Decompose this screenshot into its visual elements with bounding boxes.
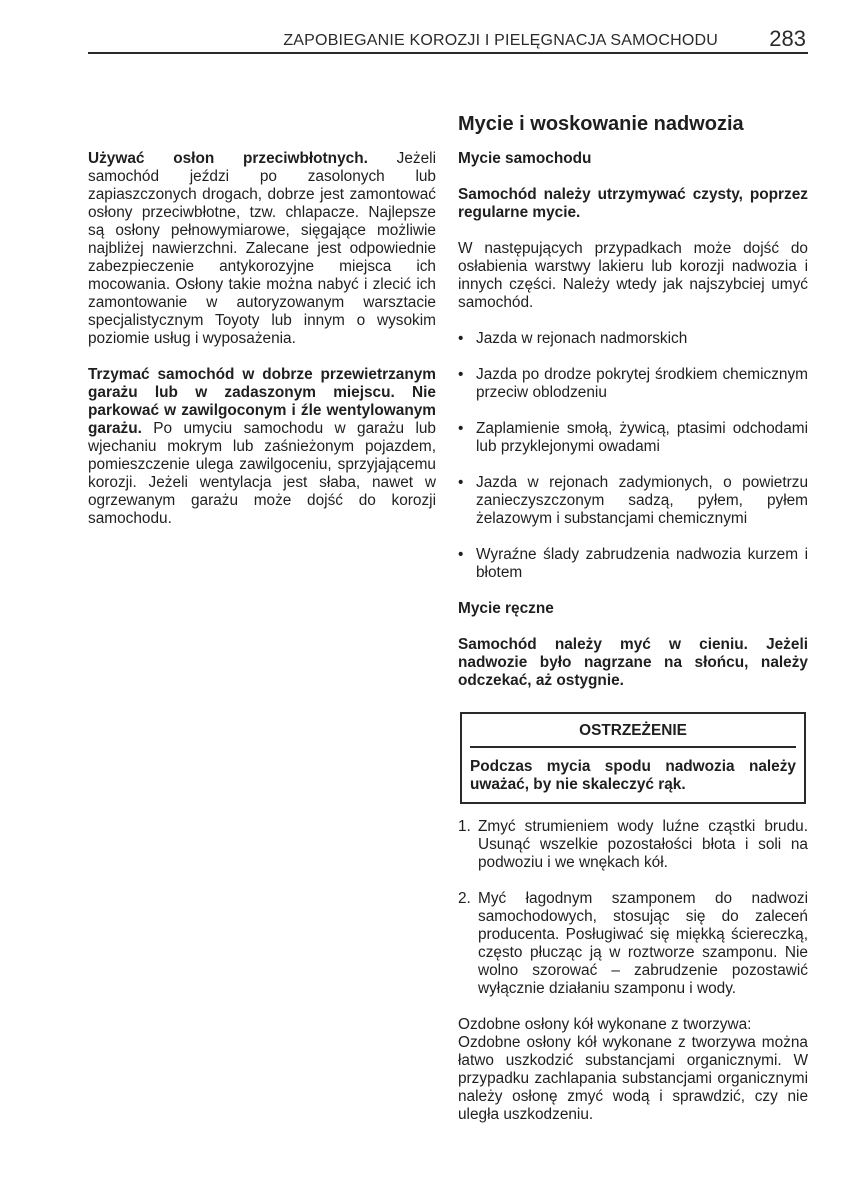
list-item <box>458 330 808 348</box>
mudflaps-paragraph <box>88 150 436 348</box>
list-item <box>458 546 808 582</box>
mudflaps-text: Jeżeli samochód jeździ po zasolonych lub zapiaszczonych drogach, dobrze jest zamontować osłony przeciwbłotne, tzw. chlapacze. Najlepsze są osłony pełnowymiarowe, sięgające możliwie najbliżej nawierzchni. Zalecane jest odpowiednie zabezpieczenie antykorozyjne miejsca ich mocowania. Osłony takie można nabyć i zlecić ich zamontowanie w autoryzowanym warsztacie specjalistycznym Toyoty lub innym o wysokim poziomie usług i wyposażenia. <box>88 150 437 347</box>
subheading-hand-wash: Mycie ręczne <box>458 600 554 617</box>
step-item <box>458 890 808 998</box>
closing-paragraph: Ozdobne osłony kół wykonane z tworzywa można łatwo uszkodzić substancjami organicznymi. W przypadku zachlapania substancjami organicznymi należy osłonę zmyć wodą i sprawdzić, czy nie uległa uszkodzeniu. <box>458 1034 808 1123</box>
bullet-icon: • <box>458 420 464 437</box>
list-item-text: Jazda w rejonach nadmorskich <box>476 330 688 347</box>
lead-shade <box>458 636 808 690</box>
steps-list <box>458 818 808 998</box>
closing-heading: Ozdobne osłony kół wykonane z tworzywa: <box>458 1016 752 1033</box>
bullet-icon: • <box>458 546 464 563</box>
warning-title: OSTRZEŻENIE <box>470 720 796 748</box>
conditions-list <box>458 330 808 582</box>
list-item-text: Zaplamienie smołą, żywicą, ptasimi odchodami lub przyklejonymi owadami <box>476 420 808 455</box>
lead-clean-text: Samochód należy utrzymywać czysty, poprzez regularne mycie. <box>458 186 808 221</box>
garage-lead: Trzymać samochód w dobrze przewietrzanym garażu lub w zadaszonym miejscu. Nie parkować w zawilgoconym i źle wentylowanym garażu. <box>88 366 436 437</box>
list-item-text: Jazda po drodze pokrytej środkiem chemicznym przeciw oblodzeniu <box>476 366 808 401</box>
warning-text: Podczas mycia spodu nadwozia należy uważać, by nie skaleczyć rąk. <box>470 758 796 793</box>
lead-shade-text: Samochód należy myć w cieniu. Jeżeli nadwozie było nagrzane na słońcu, należy odczekać, aż ostygnie. <box>458 636 808 689</box>
intro-paragraph: W następujących przypadkach może dojść do osłabienia warstwy lakieru lub korozji nadwozia i innych części. Należy wtedy jak najszybciej umyć samochód. <box>458 240 808 311</box>
list-item <box>458 474 808 528</box>
garage-paragraph <box>88 366 436 528</box>
page-number: 283 <box>769 26 806 51</box>
list-item <box>458 366 808 402</box>
step-text: Myć łagodnym szamponem do nadwozi samochodowych, stosując się do zaleceń producenta. Posługiwać się miękką ściereczką, często płucząc ją w roztworze szamponu. Nie wolno szorować – zabrudzenie pozostawić wyłącznie działaniu szamponu i wody. <box>478 890 808 997</box>
warning-box <box>460 712 806 804</box>
step-text: Zmyć strumieniem wody luźne cząstki brudu. Usunąć wszelkie pozostałości błota i soli na podwoziu i we wnękach kół. <box>478 818 808 871</box>
mudflaps-lead: Używać osłon przeciwbłotnych. <box>88 150 368 167</box>
garage-text: Po umyciu samochodu w garażu lub wjechaniu mokrym lub zaśnieżonym pojazdem, pomieszczenie ulega zawilgoceniu, sprzyjającemu korozji. Jeżeli wentylacja jest słaba, nawet w ogrzewanym garażu może dojść do korozji samochodu. <box>88 420 436 527</box>
list-item-text: Wyraźne ślady zabrudzenia nadwozia kurzem i błotem <box>476 546 808 581</box>
bullet-icon: • <box>458 366 464 383</box>
left-column <box>88 150 436 528</box>
bullet-icon: • <box>458 474 464 491</box>
list-item-text: Jazda w rejonach zadymionych, o powietrzu zanieczyszczonym sadzą, pyłem, pyłem żelazowym i substancjami chemicznymi <box>476 474 808 527</box>
page-header <box>88 24 808 54</box>
step-number: 2. <box>458 890 471 907</box>
step-number: 1. <box>458 818 471 835</box>
list-item <box>458 420 808 456</box>
bullet-icon: • <box>458 330 464 347</box>
header-title: ZAPOBIEGANIE KOROZJI I PIELĘGNACJA SAMOCHODU <box>283 32 718 49</box>
subheading-car-wash: Mycie samochodu <box>458 150 592 167</box>
step-item <box>458 818 808 872</box>
right-column <box>458 112 808 1124</box>
lead-clean <box>458 186 808 222</box>
section-title: Mycie i woskowanie nadwozia <box>458 113 744 135</box>
